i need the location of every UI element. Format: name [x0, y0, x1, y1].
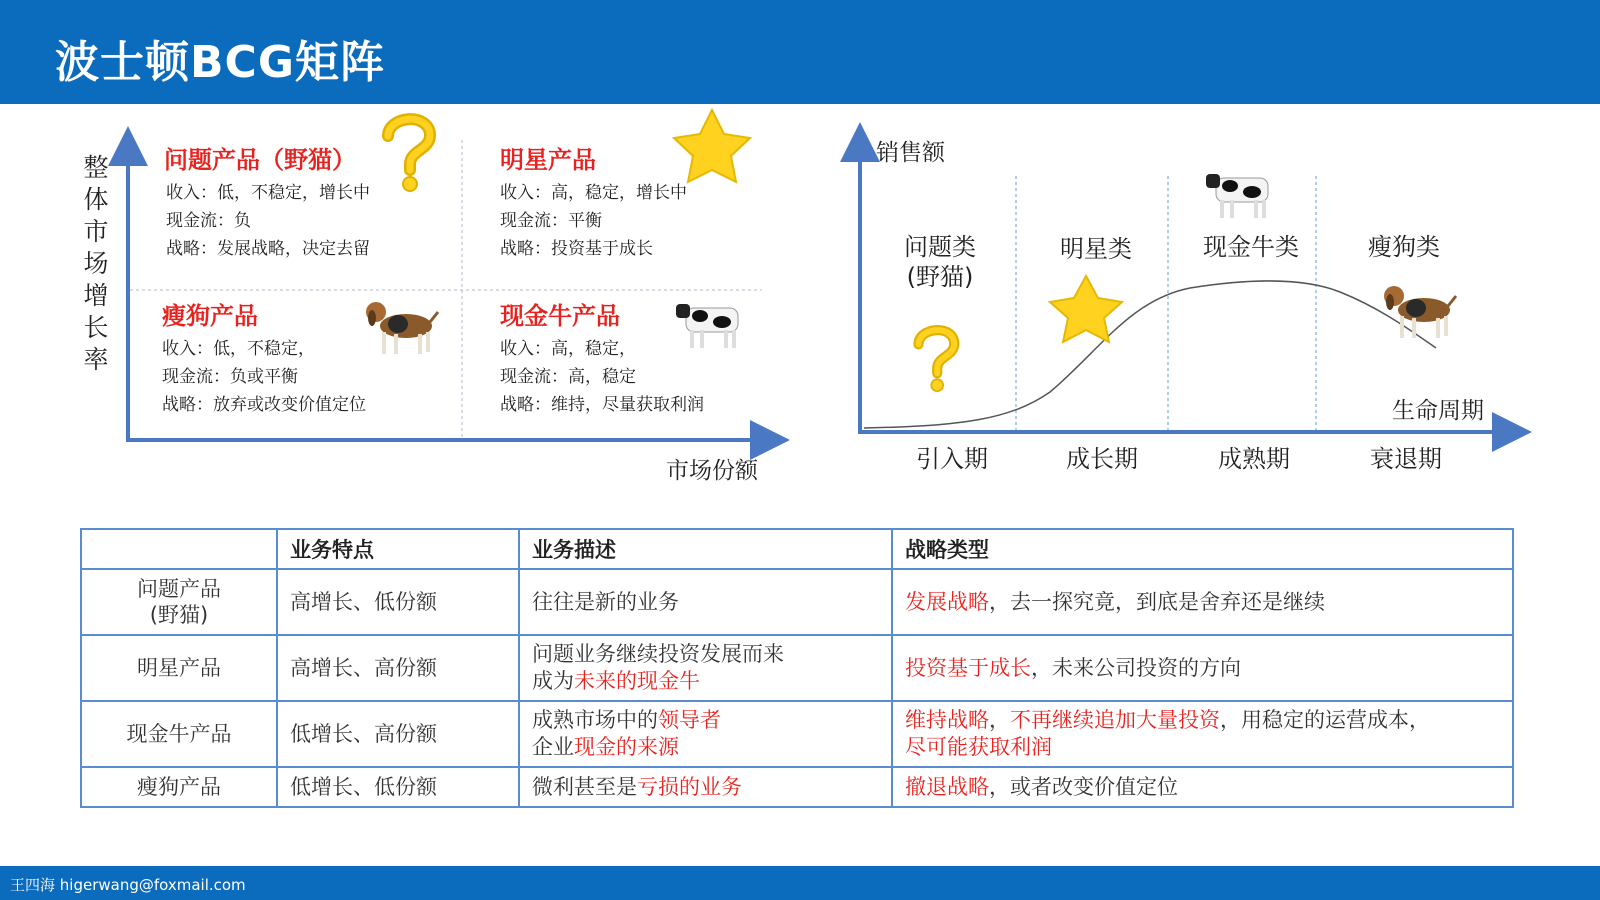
- highlight-text: 未来的现金牛: [574, 669, 700, 693]
- cell-line: [905, 734, 1500, 761]
- row-feature-cell: 低增长、低份额: [277, 767, 519, 807]
- stage-label: 成熟期: [1218, 445, 1290, 473]
- matrix-x-axis-label: 市场份额: [666, 458, 758, 484]
- highlight-text: 撤退战略: [905, 774, 989, 799]
- highlight-text: 发展战略: [905, 589, 989, 614]
- cell-line: [532, 668, 879, 695]
- row-desc-cell: [519, 767, 892, 807]
- cell-text: 问题业务继续投资发展而来: [532, 642, 784, 666]
- quadrant-cow-line: 现金流：高，稳定: [500, 367, 636, 387]
- footer-bar: [0, 866, 1600, 900]
- bcg-table: [80, 528, 1514, 808]
- cell-line: [532, 774, 879, 801]
- row-desc-cell: [519, 569, 892, 635]
- footer-credit: 王四海 higerwang@foxmail.com: [10, 876, 246, 894]
- row-name-cell: 问题产品 (野猫): [81, 569, 277, 635]
- quadrant-star-line: 收入：高，稳定，增长中: [500, 183, 687, 203]
- quadrant-question-title: 问题产品（野猫）: [164, 146, 356, 174]
- cell-text: 成熟市场中的: [532, 708, 658, 732]
- highlight-text: 尽可能获取利润: [905, 735, 1052, 759]
- cell-text: 成为: [532, 669, 574, 693]
- star-icon: [1050, 276, 1122, 342]
- row-name-cell: 明星产品: [81, 635, 277, 701]
- quadrant-dog-title: 瘦狗产品: [162, 302, 258, 330]
- star-icon: [674, 110, 750, 182]
- table-row: [81, 767, 1513, 807]
- cow-icon: [1206, 174, 1268, 218]
- quadrant-cow-line: 战略：维持，尽量获取利润: [500, 395, 704, 415]
- quadrant-cow-line: 收入：高，稳定，: [500, 339, 636, 359]
- highlight-text: 领导者: [658, 708, 721, 732]
- cell-text: ，或者改变价值定位: [989, 774, 1178, 799]
- lifecycle-x-axis-label: 生命周期: [1392, 398, 1484, 424]
- highlight-text: 投资基于成长: [905, 655, 1031, 680]
- stage-label: 引入期: [916, 445, 988, 473]
- question-mark-icon: [919, 330, 955, 391]
- quadrant-star-line: 战略：投资基于成长: [500, 239, 653, 259]
- cell-text: ，未来公司投资的方向: [1031, 655, 1241, 680]
- row-desc-cell: [519, 701, 892, 767]
- row-desc-cell: [519, 635, 892, 701]
- quadrant-star-line: 现金流：平衡: [500, 211, 602, 231]
- cell-text: 企业: [532, 735, 574, 759]
- row-strategy-cell: [892, 767, 1513, 807]
- cell-line: [905, 774, 1500, 801]
- quadrant-cow-title: 现金牛产品: [500, 302, 620, 330]
- quadrant-star-title: 明星产品: [500, 146, 596, 174]
- cell-text: ，用稳定的运营成本，: [1220, 708, 1430, 732]
- lifecycle-y-axis-label: 销售额: [876, 140, 945, 166]
- cell-line: [905, 589, 1500, 616]
- table-row: [81, 701, 1513, 767]
- table-header-cell: 业务特点: [277, 529, 519, 569]
- category-label: 现金牛类: [1203, 233, 1299, 261]
- highlight-text: 亏损的业务: [637, 774, 742, 799]
- row-strategy-cell: [892, 569, 1513, 635]
- table-header-cell: 战略类型: [892, 529, 1513, 569]
- cell-text: 微利甚至是: [532, 774, 637, 799]
- row-feature-cell: 低增长、高份额: [277, 701, 519, 767]
- dog-icon: [366, 302, 438, 354]
- category-label: 问题类 (野猫): [904, 233, 976, 291]
- highlight-text: 维持战略: [905, 708, 989, 732]
- cell-text: 往往是新的业务: [532, 589, 679, 614]
- cell-line: [905, 707, 1500, 734]
- stage-label: 衰退期: [1370, 445, 1442, 473]
- highlight-text: 不再继续追加大量投资: [1010, 708, 1220, 732]
- table-header-cell: 业务描述: [519, 529, 892, 569]
- cell-line: [532, 707, 879, 734]
- row-name-cell: 瘦狗产品: [81, 767, 277, 807]
- quadrant-dog-line: 收入：低，不稳定，: [162, 339, 315, 359]
- row-feature-cell: 高增长、高份额: [277, 635, 519, 701]
- table-header-row: [81, 529, 1513, 569]
- quadrant-question-line: 战略：发展战略，决定去留: [166, 239, 370, 259]
- quadrant-dog-line: 现金流：负或平衡: [162, 367, 298, 387]
- cell-text: ，: [989, 708, 1010, 732]
- quadrant-dog-line: 战略：放弃或改变价值定位: [162, 395, 366, 415]
- question-mark-icon: [388, 119, 430, 191]
- row-name-cell: 现金牛产品: [81, 701, 277, 767]
- table-header-cell: [81, 529, 277, 569]
- table-body: [81, 569, 1513, 807]
- category-label: 明星类: [1060, 235, 1132, 263]
- table-row: [81, 635, 1513, 701]
- cow-icon: [676, 304, 738, 348]
- category-label: 瘦狗类: [1368, 233, 1440, 261]
- quadrant-question-line: 现金流：负: [166, 211, 251, 231]
- cell-line: [532, 589, 879, 616]
- cell-line: [532, 641, 879, 668]
- row-feature-cell: 高增长、低份额: [277, 569, 519, 635]
- page-title: 波士顿BCG矩阵: [55, 37, 385, 88]
- cell-line: [905, 655, 1500, 682]
- highlight-text: 现金的来源: [574, 735, 679, 759]
- dog-icon: [1384, 286, 1456, 338]
- cell-text: ，去一探究竟，到底是舍弃还是继续: [989, 589, 1325, 614]
- matrix-y-axis-label: 整体市场增长率: [83, 153, 109, 374]
- quadrant-question-line: 收入：低，不稳定，增长中: [166, 183, 370, 203]
- stage-label: 成长期: [1066, 445, 1138, 473]
- row-strategy-cell: [892, 701, 1513, 767]
- row-strategy-cell: [892, 635, 1513, 701]
- cell-line: [532, 734, 879, 761]
- table-row: [81, 569, 1513, 635]
